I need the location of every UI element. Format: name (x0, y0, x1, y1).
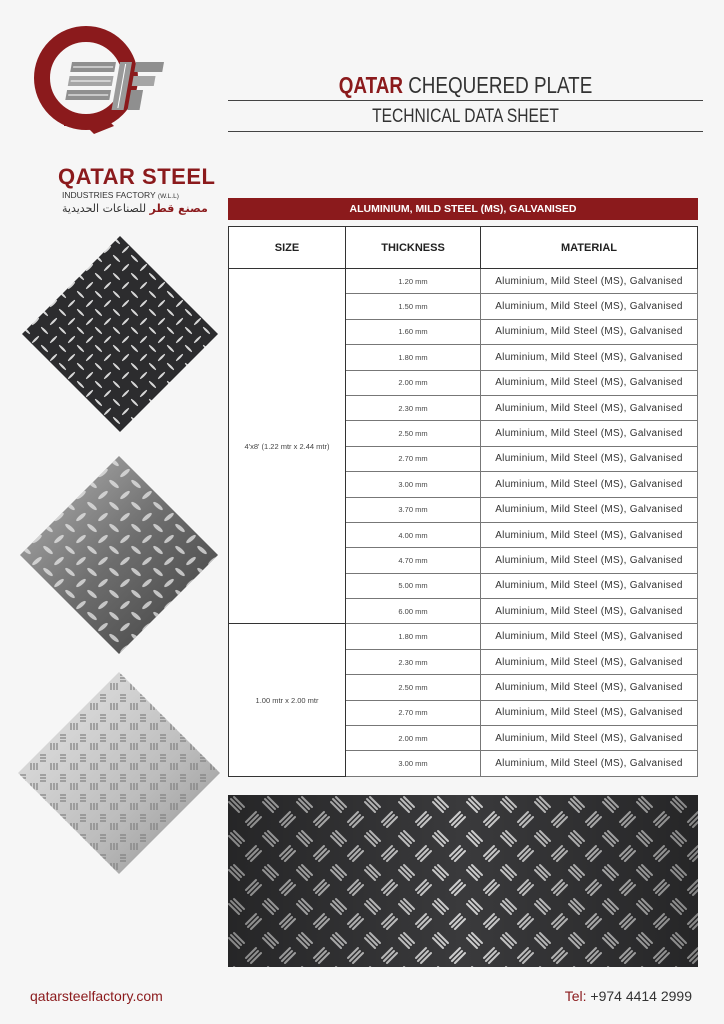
qsif-logo-icon (28, 22, 198, 162)
thickness-cell: 1.80 mm (346, 345, 481, 370)
material-cell: Aluminium, Mild Steel (MS), Galvanised (481, 497, 698, 522)
material-cell: Aluminium, Mild Steel (MS), Galvanised (481, 370, 698, 395)
materials-banner: ALUMINIUM, MILD STEEL (MS), GALVANISED (228, 198, 698, 220)
material-cell: Aluminium, Mild Steel (MS), Galvanised (481, 395, 698, 420)
material-cell: Aluminium, Mild Steel (MS), Galvanised (481, 599, 698, 624)
telephone-label: Tel: (564, 988, 587, 1004)
material-cell: Aluminium, Mild Steel (MS), Galvanised (481, 751, 698, 776)
thickness-cell: 3.00 mm (346, 472, 481, 497)
brand-subtitle-suffix: (W.L.L) (157, 193, 179, 200)
header-size: SIZE (229, 227, 346, 269)
material-cell: Aluminium, Mild Steel (MS), Galvanised (481, 446, 698, 471)
spec-table (228, 226, 698, 777)
page-title (271, 72, 661, 99)
table-row (229, 269, 698, 294)
thickness-cell: 2.50 mm (346, 421, 481, 446)
telephone (565, 988, 692, 1004)
title-rest: CHEQUERED PLATE (408, 72, 593, 98)
material-cell: Aluminium, Mild Steel (MS), Galvanised (481, 522, 698, 547)
thickness-cell: 4.00 mm (346, 522, 481, 547)
header-material: MATERIAL (481, 227, 698, 269)
material-cell: Aluminium, Mild Steel (MS), Galvanised (481, 726, 698, 751)
material-cell: Aluminium, Mild Steel (MS), Galvanised (481, 573, 698, 598)
thickness-cell: 2.70 mm (346, 446, 481, 471)
brand-arabic-rest: للصناعات الحديدية (62, 202, 147, 215)
title-divider-bottom (228, 131, 703, 132)
title-divider-top (228, 100, 703, 101)
dark-diamond-plate-image (22, 236, 218, 432)
brand-subtitle (62, 190, 179, 200)
brand-arabic-red: مصنع قطر (149, 202, 208, 215)
material-cell: Aluminium, Mild Steel (MS), Galvanised (481, 294, 698, 319)
thickness-cell: 2.00 mm (346, 726, 481, 751)
company-logo (28, 22, 216, 215)
thickness-cell: 1.80 mm (346, 624, 481, 649)
thickness-cell: 1.50 mm (346, 294, 481, 319)
material-cell: Aluminium, Mild Steel (MS), Galvanised (481, 319, 698, 344)
thickness-cell: 2.50 mm (346, 675, 481, 700)
telephone-number: +974 4414 2999 (590, 988, 692, 1004)
brand-subtitle-text: INDUSTRIES FACTORY (62, 190, 156, 200)
thickness-cell: 6.00 mm (346, 599, 481, 624)
thickness-cell: 2.00 mm (346, 370, 481, 395)
material-cell: Aluminium, Mild Steel (MS), Galvanised (481, 649, 698, 674)
thickness-cell: 2.30 mm (346, 395, 481, 420)
material-cell: Aluminium, Mild Steel (MS), Galvanised (481, 472, 698, 497)
table-body (229, 269, 698, 777)
bright-aluminium-plate-image (18, 672, 220, 874)
thickness-cell: 4.70 mm (346, 548, 481, 573)
material-cell: Aluminium, Mild Steel (MS), Galvanised (481, 345, 698, 370)
thickness-cell: 5.00 mm (346, 573, 481, 598)
five-bar-pattern-plate-image (228, 795, 698, 967)
silver-teardrop-plate-image (20, 456, 218, 654)
thickness-cell: 2.30 mm (346, 649, 481, 674)
thickness-cell: 1.20 mm (346, 269, 481, 294)
page-subtitle: TECHNICAL DATA SHEET (372, 106, 559, 127)
brand-arabic-name (62, 202, 208, 215)
website-link[interactable]: qatarsteelfactory.com (30, 988, 163, 1004)
thickness-cell: 3.00 mm (346, 751, 481, 776)
thickness-cell: 3.70 mm (346, 497, 481, 522)
material-cell: Aluminium, Mild Steel (MS), Galvanised (481, 548, 698, 573)
material-cell: Aluminium, Mild Steel (MS), Galvanised (481, 269, 698, 294)
thickness-cell: 1.60 mm (346, 319, 481, 344)
table-header-row (229, 227, 698, 269)
table-row (229, 624, 698, 649)
thickness-cell: 2.70 mm (346, 700, 481, 725)
material-cell: Aluminium, Mild Steel (MS), Galvanised (481, 624, 698, 649)
material-cell: Aluminium, Mild Steel (MS), Galvanised (481, 700, 698, 725)
material-cell: Aluminium, Mild Steel (MS), Galvanised (481, 675, 698, 700)
size-cell: 1.00 mtr x 2.00 mtr (229, 624, 346, 776)
size-cell: 4'x8' (1.22 mtr x 2.44 mtr) (229, 269, 346, 624)
material-cell: Aluminium, Mild Steel (MS), Galvanised (481, 421, 698, 446)
title-accent: QATAR (338, 72, 403, 98)
brand-name: QATAR STEEL (58, 164, 216, 189)
header-thickness: THICKNESS (346, 227, 481, 269)
